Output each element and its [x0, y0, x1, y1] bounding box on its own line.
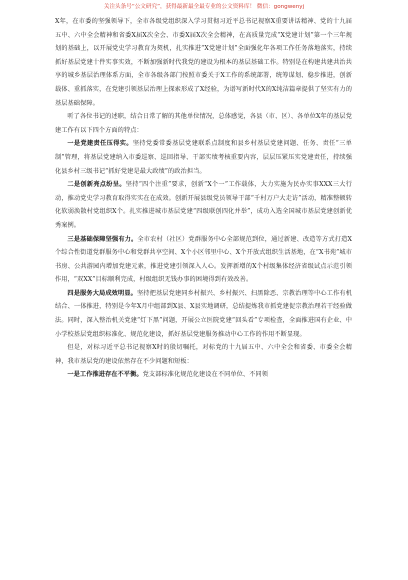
paragraph-text: 党支部标准化规范化建设在不同单位、不同领 [142, 371, 268, 379]
source-banner: 关注头条号“公文研究”，获得最新最全最专业的公文资料库！ 微信：gongwenyj [103, 4, 305, 10]
paragraph-text: X年，在市委的坚强领导下，全市各级党组织深入学习贯彻习近平总书记视察X重要讲话精神、党的十九届五中、六中全会精神和省委X届X次全会、市委X届X次全会精神，在高质量完成“X党建计划”第一个三年规划的基础上，以开展党史学习教育为契机，扎实推进“X党建计划”全面强化年各项工作任务落地落实，持续抓好基层党建十件实事实效，不断加强新时代我党的建设为根本的基层基础工作。特别是在构建共建共治共享的城乡基层治理体系方面，全市各级各部门按照市委关于X工作的系统部署，统筹谋划、稳步推进，创新载体、重抓落实，在党建引领基层治理上探索形成了X经验，为谱写新时代X的X纯洁篇章提供了坚实有力的基层基础保障。 [55, 18, 352, 107]
paragraph-text: 坚持把基层党建同乡村振兴、乡村振兴、扫黑除恶、宗教治理等中心工作有机结合、一体推进，特别是今年X月中组部到X县、X县实地调研，总结提炼我市抓党建促宗教治理若干经验做法。同时，深入整治机关党建“灯下黑”问题，开展公立医院党建“回头看”专项检查，全面推进国有企业、中小学校基层党组织标准化、规范化建设，抓好基层党建服务推动中心工作的作用不断显现。 [55, 289, 352, 338]
paragraph-lead: 一是党建责任压得实。 [67, 140, 133, 148]
paragraph-summary [55, 110, 352, 137]
paragraph-lead: 三是基础保障坚强有力。 [67, 235, 138, 243]
paragraph-text: 但是，对标习近平总书记视察X时的殷切嘱托，对标党的十九届五中、六中全会和省委、市委全会精神，我市基层党的建设依然存在不少问题和短板： [55, 344, 352, 365]
paragraph-transition [55, 341, 352, 368]
paragraph-text: 坚持党委常委基层党建联系点制度和县乡村基层党建问题、任务、责任“三单制”管理，将基层党建纳入市委巡察、巡回指导、干部实绩考核重要内容，层层压紧压实党建责任，持续强化县乡村三级书记“抓好党建是最大政绩”的政治担当。 [55, 140, 352, 175]
paragraph-point-4 [55, 287, 352, 341]
paragraph-lead: 四是服务大局成效明显。 [67, 289, 137, 297]
paragraph-text: 全市农村（社区）党群服务中心全部规范到位，通过新建、改造等方式打造X个综合性街道党群服务中心和党群共享空间、X个小区邻里中心、X个开放式组织生活基地，在“X书苑”城市书房、公共游园内增加党建元素，推进党建引领深入人心。发挥新增的X个村级集体经济省级试点示范引领作用，“双XX”目标顺利完成，村级组织无钱办事的困境得到有效改善。 [55, 235, 352, 284]
paragraph-lead: 一是工作推进存在不平衡。 [67, 371, 143, 379]
paragraph-text: 坚持“四个注重”要求，创新“X个一”工作载体，大力实施为民办实事XXX三大行动，推动党史学习教育取得实实在在成效。创新开展县级党员领导干部“千村万户大走访”活动，精准整顿转化软弱涣散村党组织X个。扎实推进城市基层党建“四级联创四化并举”，成功入选全国城市基层党建创新优秀案例。 [55, 181, 352, 229]
paragraph-text: 听了各位书记的述职，结合日常了解的其他单位情况，总体感觉，各县（市、区）、各单位X年的基层党建工作有以下四个方面的特点： [55, 113, 352, 134]
document-body [55, 15, 352, 382]
paragraph-problem-1 [55, 368, 352, 382]
paragraph-intro [55, 15, 352, 110]
paragraph-point-1 [55, 137, 352, 178]
paragraph-point-3 [55, 233, 352, 287]
paragraph-point-2 [55, 178, 352, 232]
paragraph-lead: 二是创新亮点纷呈。 [67, 181, 126, 189]
